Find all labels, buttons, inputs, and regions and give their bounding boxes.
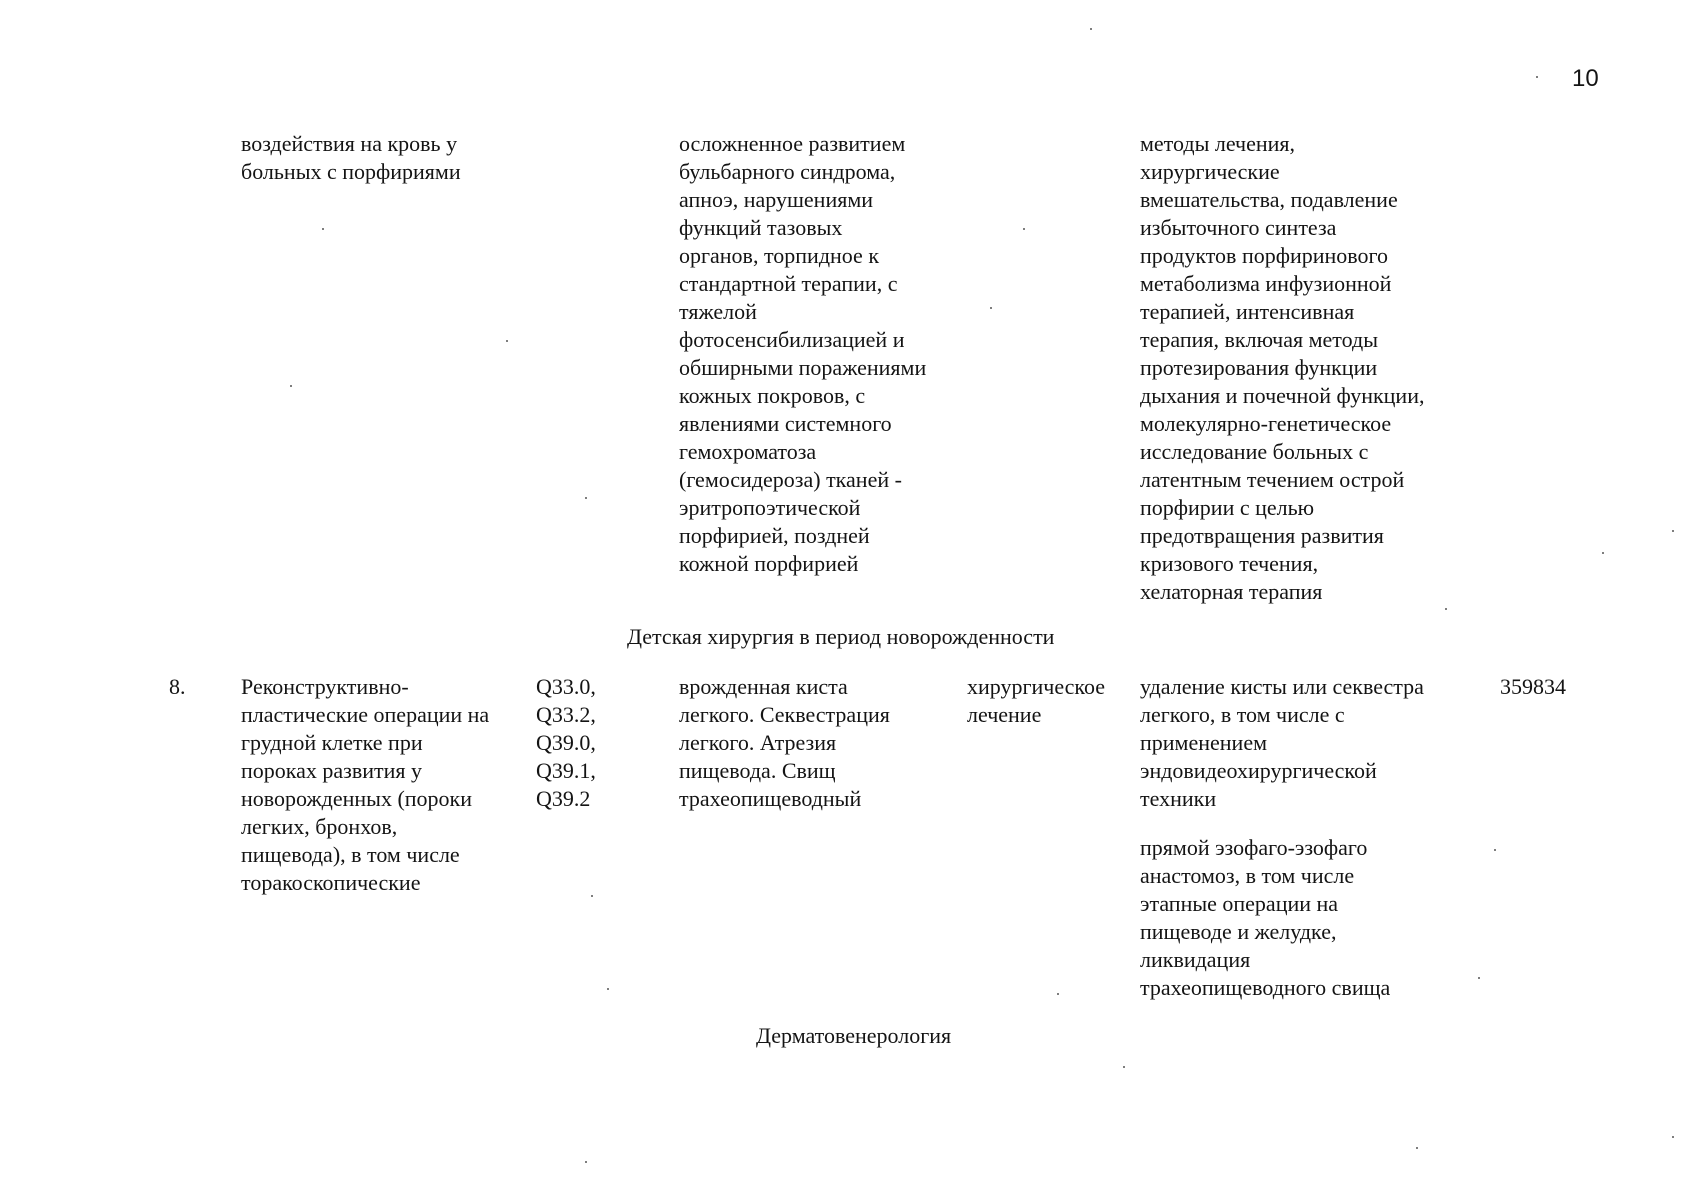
scan-speck [585,497,587,499]
text-line: эритропоэтической [679,495,861,520]
scan-speck [1023,228,1025,230]
text-line: органов, торпидное к [679,243,880,268]
text-line: применением [1140,730,1268,755]
scan-speck [1445,608,1447,610]
row-8-method-1-cell [1140,673,1424,813]
text-line: трахеопищеводный [679,786,862,811]
scan-speck [591,895,593,897]
scan-speck [990,307,992,309]
text-line: порфирии с целью [1140,495,1315,520]
text-line: осложненное развитием [679,131,906,156]
text-line: порфирией, поздней [679,523,870,548]
text-line: протезирования функции [1140,355,1378,380]
text-line: продуктов порфиринового [1140,243,1389,268]
text-line: ликвидация [1140,947,1251,972]
text-line: хирургические [1140,159,1280,184]
text-line: торакоскопические [241,870,421,895]
text-line: пластические операции на [241,702,490,727]
continuation-name-cell [241,130,461,186]
row-8-codes-cell [536,673,596,813]
scan-speck [1478,977,1480,979]
row-number: 8. [169,674,186,699]
text-line: терапия, включая методы [1140,327,1378,352]
page-number: 10 [1572,65,1599,92]
scan-speck [1494,849,1496,851]
text-line: Q33.2, [536,702,596,727]
section-heading-dermatovenereology: Дерматовенерология [756,1023,952,1048]
scan-speck [607,988,609,990]
text-line: легких, бронхов, [241,814,398,839]
text-line: хирургическое [967,674,1106,699]
text-line: врожденная киста [679,674,848,699]
text-line: тяжелой [679,299,757,324]
text-line: явлениями системного [679,411,892,436]
section-heading-pediatric-surgery: Детская хирургия в период новорожденности [627,624,1055,649]
text-line: хелаторная терапия [1140,579,1323,604]
text-line: лечение [967,702,1042,727]
text-line: пищевода. Свищ [679,758,836,783]
row-8-cost: 359834 [1500,674,1566,699]
row-8-disease-cell [679,673,890,813]
text-line: функций тазовых [679,215,843,240]
text-line: легкого. Атрезия [679,730,837,755]
text-line: Q39.2 [536,786,591,811]
text-line: легкого. Секвестрация [679,702,890,727]
scan-speck [1672,530,1674,532]
text-line: исследование больных с [1140,439,1369,464]
continuation-disease-cell [679,130,926,578]
text-line: обширными поражениями [679,355,927,380]
scan-speck [1602,552,1604,554]
text-line: Q39.1, [536,758,596,783]
scan-speck [322,228,324,230]
scan-speck [1536,76,1538,78]
text-line: удаление кисты или секвестра [1140,674,1424,699]
text-line: техники [1140,786,1217,811]
text-line: легкого, в том числе с [1140,702,1345,727]
text-line: пороках развития у [241,758,423,783]
scan-speck [506,340,508,342]
continuation-method-cell [1140,130,1424,606]
text-line: этапные операции на [1140,891,1339,916]
text-line: грудной клетке при [241,730,423,755]
scan-speck [585,1161,587,1163]
scan-speck [1090,28,1092,30]
text-line: бульбарного синдрома, [679,159,896,184]
text-line: избыточного синтеза [1140,215,1337,240]
text-line: апноэ, нарушениями [679,187,874,212]
text-line: воздействия на кровь у [241,131,458,156]
text-line: пищевода), в том числе [241,842,460,867]
scan-speck [1123,1066,1125,1068]
text-line: гемохроматоза [679,439,817,464]
text-line: предотвращения развития [1140,523,1384,548]
scan-speck [1672,1136,1674,1138]
text-line: фотосенсибилизацией и [679,327,905,352]
scan-speck [1416,1147,1418,1149]
text-line: молекулярно-генетическое [1140,411,1392,436]
text-line: новорожденных (пороки [241,786,473,811]
text-line: эндовидеохирургической [1140,758,1377,783]
row-8-name-cell [241,673,489,897]
scan-speck [290,385,292,387]
text-line: прямой эзофаго-эзофаго [1140,835,1368,860]
text-line: пищеводе и желудке, [1140,919,1337,944]
text-line: методы лечения, [1140,131,1296,156]
text-line: Реконструктивно- [241,674,409,699]
text-line: терапией, интенсивная [1140,299,1355,324]
text-line: кожной порфирией [679,551,859,576]
text-line: (гемосидероза) тканей - [679,467,902,492]
row-8-treatment-type-cell [967,673,1105,729]
text-line: дыхания и почечной функции, [1140,383,1425,408]
text-line: Q39.0, [536,730,596,755]
row-8-method-2-cell [1140,834,1390,1002]
text-line: больных с порфириями [241,159,461,184]
text-line: стандартной терапии, с [679,271,898,296]
text-line: кризового течения, [1140,551,1319,576]
text-line: вмешательства, подавление [1140,187,1398,212]
text-line: анастомоз, в том числе [1140,863,1355,888]
text-line: кожных покровов, с [679,383,866,408]
text-line: Q33.0, [536,674,596,699]
text-line: латентным течением острой [1140,467,1405,492]
scan-speck [1057,993,1059,995]
text-line: метаболизма инфузионной [1140,271,1392,296]
text-line: трахеопищеводного свища [1140,975,1391,1000]
